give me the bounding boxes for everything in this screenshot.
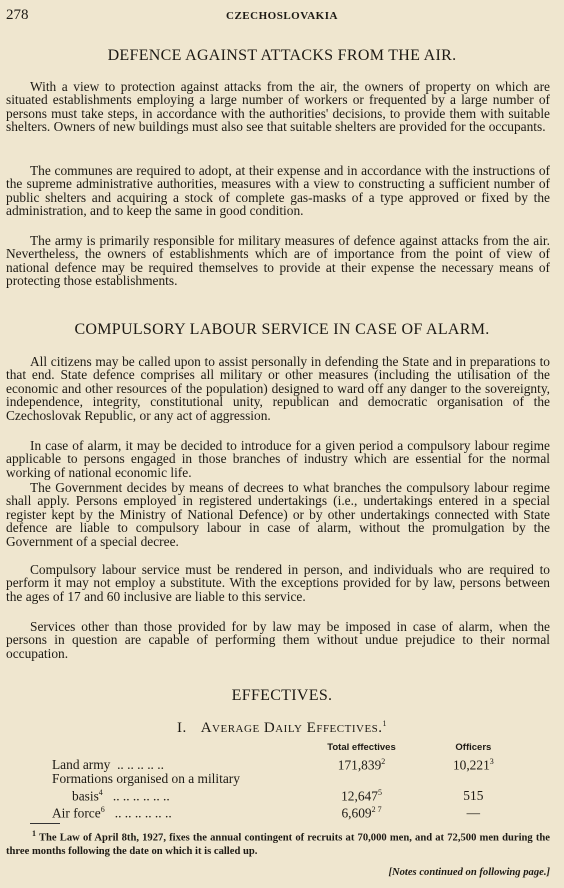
table-header-row (52, 742, 532, 755)
table-row: Formations organised on a military (52, 771, 240, 787)
running-title: CZECHOSLOVAKIA (226, 10, 338, 22)
page-number: 278 (6, 7, 29, 23)
section-heading-labour-service: COMPULSORY LABOUR SERVICE IN CASE OF ALARM. (74, 321, 490, 338)
continued-note: [Notes continued on following page.] (388, 867, 550, 878)
paragraph: With a view to protection against attacks from the air, the owners of property on which are situated establishments employing a large number of workers or frequented by a large number of persons must take steps, in accordance with the authorities' decisions, to provide them with suitable shelters. Owners of new buildings must also see that suitable shelters are provided for the occupants. (6, 79, 550, 135)
section-heading-air-defence: DEFENCE AGAINST ATTACKS FROM THE AIR. (107, 47, 457, 64)
table-subheading: I. Average Daily Effectives.$^1$ (176, 719, 388, 736)
table-row: Air force$^6$ .. .. .. .. .. .. $6,609^{2 7}$ — (52, 804, 481, 821)
paragraph: The communes are required to adopt, at their expense and in accordance with the instructions of the supreme administrative authorities, measures with a view to constructing a sufficient number of public shelters and acquiring a stock of complete gas-masks of a type approved or fixed by the administration, and to keep the same in good condition. (6, 163, 550, 219)
paragraph: The army is primarily responsible for military measures of defence against attacks from the air. Nevertheless, the owners of establishments which are of importance from the point of view of national defence may be required themselves to provide at their expense the necessary means of protecting those establishments. (6, 233, 550, 289)
paragraph: Compulsory labour service must be rendered in person, and individuals who are required to perform it may not employ a substitute. With the exceptions provided for by law, persons between the ages of 17 and 60 inclusive are liable to this service. (6, 562, 550, 604)
column-header-officers: Officers (455, 742, 492, 753)
footnote-divider (30, 823, 60, 824)
effectives-table (52, 742, 532, 820)
table-row: Land army .. .. .. .. .. 171,839$^2$ 10,221$^3$ (52, 757, 494, 773)
column-header-total: Total effectives (327, 742, 396, 753)
subheading-number: I. (176, 720, 187, 736)
footnote: $^1$ The Law of April 8th, 1927, fixes the annual contingent of recruits at 70,000 men, and at 72,500 men during the three months following the date on which it is called up. (6, 829, 550, 857)
paragraph: In case of alarm, it may be decided to introduce for a given period a compulsory labour regime applicable to persons engaged in those branches of industry which are essential for the normal working of national economic life. (6, 438, 550, 480)
paragraph: The Government decides by means of decrees to what branches the compulsory labour regime shall apply. Persons employed in registered undertakings (i.e., undertakings entered in a special register kept by the Ministry of National Defence) or by other undertakings connected with State defence are liable to compulsory labour in case of alarm, without the promulgation by the Government of a special decree. (6, 480, 550, 549)
section-heading-effectives: EFFECTIVES. (231, 687, 333, 704)
paragraph: All citizens may be called upon to assist personally in defending the State and in preparations to that end. State defence comprises all military or other measures (including the utilisation of the economic and other resources of the population) designed to ward off any danger to the sovereignty, independence, integrity, constitutional unity, republican and democratic organisation of the Czechoslovak Republic, or any act of aggression. (6, 354, 550, 423)
table-row: basis$^4$ .. .. .. .. .. .. 12,647$^5$ 515 (72, 787, 484, 804)
paragraph: Services other than those provided for by law may be imposed in case of alarm, when the persons in question are capable of performing them without undue prejudice to their normal occupation. (6, 619, 550, 661)
